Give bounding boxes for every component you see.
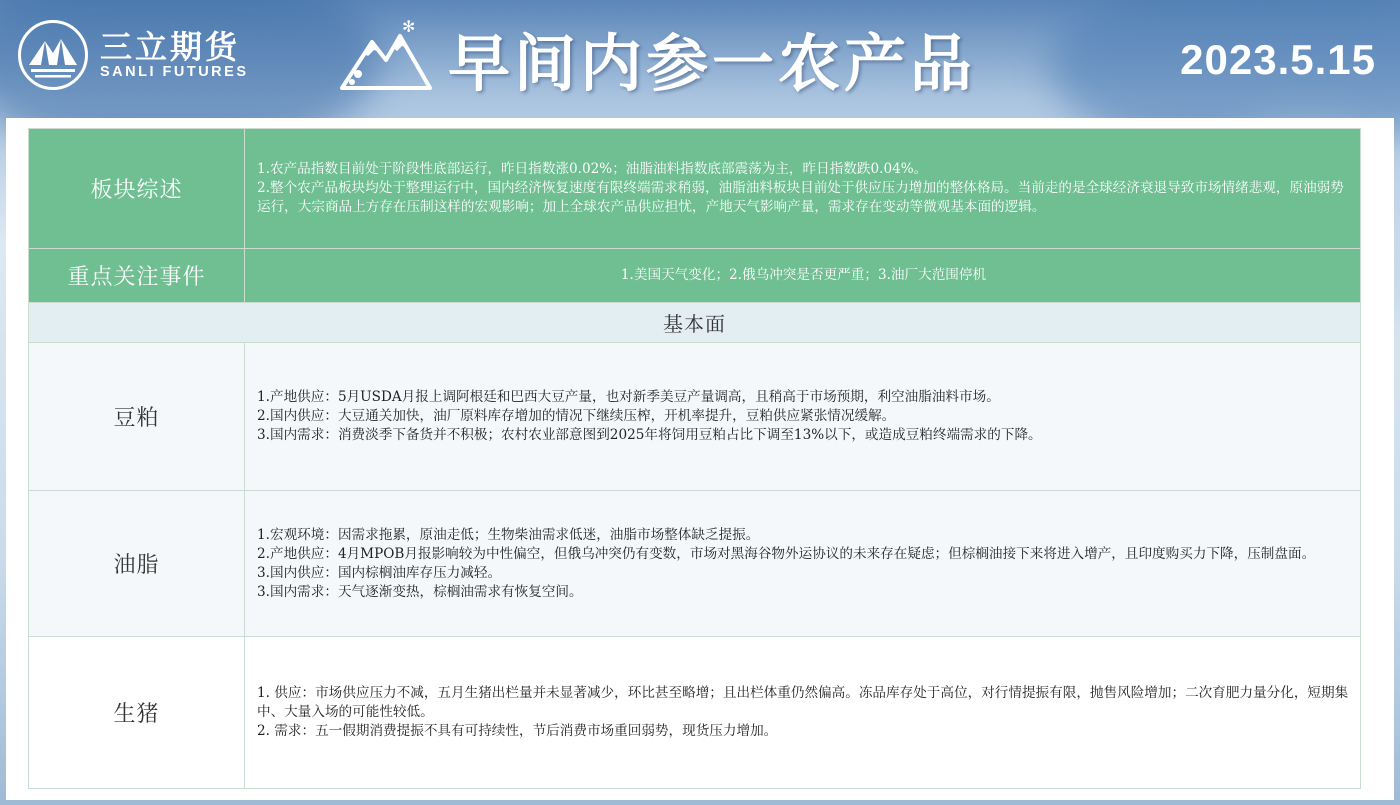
hogs-line: 1. 供应：市场供应压力不减，五月生猪出栏量并未显著减少，环比甚至略增；且出栏体重仍然偏高。冻品库存处于高位，对行情提振有限，抛售风险增加；二次育肥力量分化，短期集中、大量入场的可能性较低。 [257,685,1349,720]
content-panel [6,118,1394,800]
table-row [29,491,1361,637]
commodity-content-oils [245,491,1361,637]
overview-line: 1.农产品指数目前处于阶段性底部运行，昨日指数涨0.02%；油脂油料指数底部震荡为主，昨日指数跌0.04%。 [257,161,928,177]
oils-line: 1.宏观环境：因需求拖累，原油走低；生物柴油需求低迷，油脂市场整体缺乏提振。 [257,526,760,543]
fundamentals-heading-row [29,303,1361,343]
soymeal-line: 1.产地供应：5月USDA月报上调阿根廷和巴西大豆产量，也对新季美豆产量调高，且稍高于市场预期，利空油脂油料市场。 [257,389,1000,405]
soymeal-line: 3.国内需求：消费淡季下备货并不积极；农村农业部意图到2025年将饲用豆粕占比下调至13%以下，或造成豆粕终端需求的下降。 [257,427,1042,443]
brand-name-cn: 三立期货 [100,28,241,66]
overview-content [245,129,1361,249]
hogs-line: 2. 需求：五一假期消费提振不具有可持续性，节后消费市场重回弱势，现货压力增加。 [257,723,778,739]
focus-row [29,249,1361,303]
soymeal-line: 2.国内供应：大豆通关加快，油厂原料库存增加的情况下继续压榨，开机率提升，豆粕供应紧张情况缓解。 [257,408,896,424]
commodity-label-hogs: 生猪 [29,637,245,789]
commodity-label-oils: 油脂 [29,491,245,637]
overview-label: 板块综述 [29,129,245,249]
brand-name-en: SANLI FUTURES [100,64,249,80]
svg-text:✻: ✻ [402,18,416,36]
table-row [29,637,1361,789]
oils-line: 3.国内供应：国内棕榈油库存压力减轻。 [257,564,502,581]
commodity-content-soymeal [245,343,1361,491]
focus-content: 1.美国天气变化；2.俄乌冲突是否更严重；3.油厂大范围停机 [245,249,1361,303]
mountain-logo-icon [21,23,85,87]
page-title: 早间内参一农产品 [448,27,977,100]
overview-row [29,129,1361,249]
report-header [0,0,1400,118]
oils-line: 2.产地供应：4月MPOB月报影响较为中性偏空，但俄乌冲突仍有变数，市场对黑海谷物外运协议的未来存在疑虑；但棕榈油接下来将进入增产，且印度购买力下降，压制盘面。 [257,545,1316,562]
table-row [29,343,1361,491]
focus-label: 重点关注事件 [29,249,245,303]
fundamentals-heading: 基本面 [29,303,1361,343]
sanli-logo [18,20,88,90]
report-date: 2023.5.15 [1180,36,1376,83]
overview-line: 2.整个农产品板块均处于整理运行中，国内经济恢复速度有限终端需求稍弱，油脂油料板块目前处于供应压力增加的整体格局。当前走的是全球经济衰退导致市场情绪悲观，原油弱势运行，大宗商品上方存在压制这样的宏观影响；加上全球农产品供应担忧，产地天气影响产量，需求存在变动等微观基本面的逻辑。 [257,180,1344,215]
snow-mountain-icon [338,18,434,92]
commodity-content-hogs [245,637,1361,789]
report-table [28,128,1361,789]
oils-line: 3.国内需求：天气逐渐变热，棕榈油需求有恢复空间。 [257,583,583,600]
commodity-label-soymeal: 豆粕 [29,343,245,491]
